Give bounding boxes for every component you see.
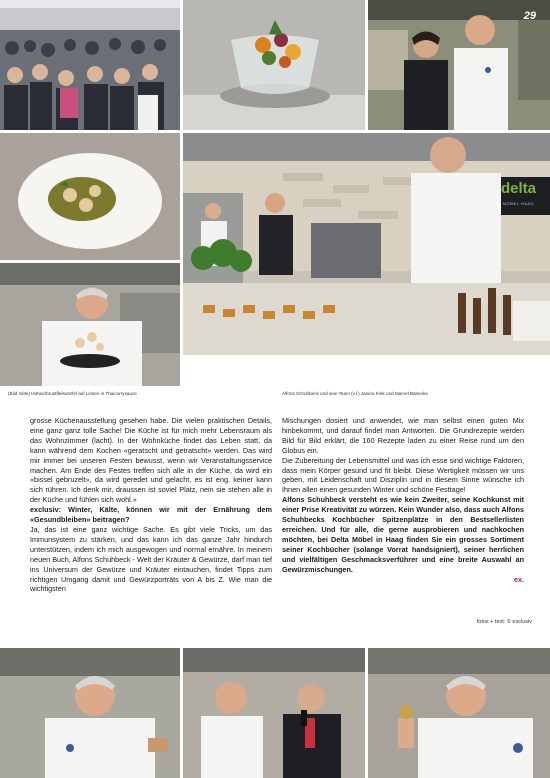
caption-right: Alfons Schuhbeck und sein Team (v.l.) Janina Kink und Marcel Bänecke <box>282 391 428 396</box>
photo-chef-team-kitchen <box>183 133 550 355</box>
brand-sign-sub: MÖBEL HAAG <box>502 201 535 206</box>
col1-paragraph-2: Ja, das ist eine ganz wichtige Sache. Es gibt viele Tricks, um das Immunsystem zu stärken, und das kann ich das ganze Jahr hindurch unterstützen, indem ich mich ausgewogen und normal ernähre. In meinem neuen Buch, Alfons Schuhbeck - Welt der Kräuter & Gewürze, darf man tief ins Universum der Gewürze und Kräuter eintauchen, findet Tipps zum richtigen Umgang damit und Gewürzporträts von A bis Z. Wie man die wichtigsten <box>30 524 272 594</box>
article-column-1 <box>30 416 272 594</box>
photo-couple-portrait <box>368 0 550 130</box>
caption-left: (Bild mitte) Hühnerbrustfleiswürfel auf Linsen in Thaicurrysauce <box>8 391 137 396</box>
page-number: 29 <box>523 10 536 22</box>
col2-paragraph-2: Die Zubereitung der Lebensmittel und was ich esse sind wichtige Faktoren, dass mein Körper gesund und fit bleibt. Diese Wertigkeit müssen wir uns geben, mit Leidenschaft und Disziplin und in diesem Sinne wünsche ich Ihnen allen einen gesunden Winter und schöne Festtage! <box>282 455 524 495</box>
article-column-2 <box>282 416 524 584</box>
photo-chef-holding-spice <box>368 648 550 778</box>
photo-chef-with-guests <box>183 648 365 778</box>
photo-audience <box>0 0 180 130</box>
photo-credit: fotos + text: © exclusiv <box>476 619 532 625</box>
col2-paragraph-3: Alfons Schuhbeck versteht es wie kein Zweiter, seine Kochkunst mit einer Prise Kreativität zu würzen. Kein Wunder also, dass auch Alfons Schuhbecks Kochbücher Spitzenplätze in den Bestsellerlisten erreichen. Und für alle, die gerne ausprobieren und nachkochen möchten, bei Delta Möbel in Haag finden Sie ein grosses Sortiment seiner Kochbücher (solange Vorrat handsigniert), seiner herrlichen und vielfältigen Geschmacksverführer und eine breite Auswahl an Gewürzmischungen. <box>282 495 524 574</box>
brand-sign <box>487 177 550 215</box>
col2-paragraph-1: Mischungen dosiert und anwendet, wie man selbst einen guten Mix hinbekommt, und darauf findet man Antworten. Die Grundrezepte werden Bild für Bild erklärt, die 160 Rezepte laden zu einer Reise rund um den Globus ein. <box>282 416 524 455</box>
interview-question: exclusiv: Winter, Kälte, können wir mit der Ernährung dem «Gesundbleiben» beitragen? <box>30 505 272 525</box>
photo-salad-bowl <box>183 0 365 130</box>
photo-chef-pan-flip <box>0 263 180 386</box>
article-sign-off: ex. <box>513 574 524 584</box>
photo-chicken-lentils-plate <box>0 133 180 260</box>
col1-paragraph-1: grosse Küchenausstellung gesehen habe. Die vielen praktischen Details, eine ganz ganz tolle Sache! Die Küche ist für mich mehr Lebensraum als das Wohnzimmer (lacht). In der Wohnküche findet das Leben statt, da kann während dem Kochen «geratscht und getratscht» werden. Das wird mir immer bei unseren Festen bewusst, wenn wir Veranstaltungsservice machen. Am Ende des Festes treffen sich alle in der Küche, da wird ein «bissel gebruzelt», da wird geredet und gelacht, es ist eng, keiner kann sich rühren. Ich denk mir, draussen ist soviel Platz, nein sie stehen alle in der Küche und fühlen sich wohl.» <box>30 416 272 505</box>
brand-sign-name: delta <box>500 180 536 197</box>
photo-chef-laughing <box>0 648 180 778</box>
